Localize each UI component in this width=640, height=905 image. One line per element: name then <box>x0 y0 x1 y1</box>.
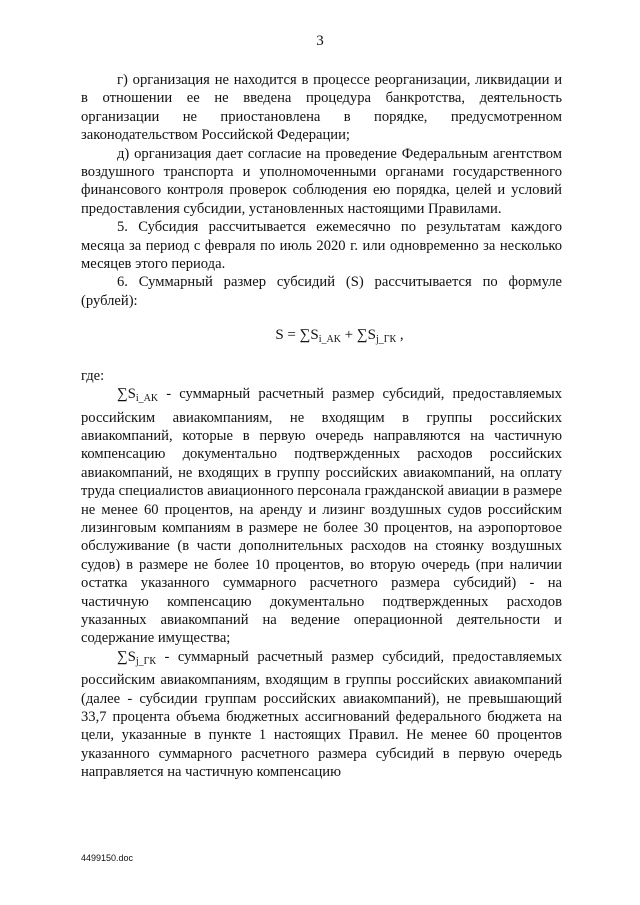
where-label: где: <box>81 367 105 384</box>
formula-plus: + <box>340 327 357 344</box>
formula-s-ak: S <box>310 327 319 344</box>
definition-s-ak-text: - суммарный расчетный размер субсидий, предоставляемых российским авиакомпаниям, не входящим в группы российских авиакомпаний, которые в первую очередь направляются на частичную компенсацию документально подтвержденных расходов российских авиакомпаний, не входящих в группу российских авиакомпаний, на оплату труда специалистов авиационного персонала гражданской авиации в размере не менее 60 процентов, на аренду и лизинг воздушных судов российским лизинговым компаниям в размере не более 30 процентов, на аэропортовое обслуживание (в части дополнительных расходов на стоянку воздушных судов) в размере не более 10 процентов, во вторую очередь (при наличии остатка указанного суммарного расчетного размера субсидий) - на частичную компенсацию документально подтвержденных расходов указанных авиакомпаний на ведение операционной деятельности и содержание имущества; <box>81 386 562 647</box>
term-s-ak: S <box>127 386 136 403</box>
sigma-symbol: ∑ <box>117 648 128 665</box>
sigma-symbol: ∑ <box>299 327 311 344</box>
formula-sub-gk: j_ГК <box>375 334 397 346</box>
formula-equals: = <box>283 327 300 344</box>
term-sub-ak: i_AK <box>135 393 159 405</box>
paragraph-6: 6. Суммарный размер субсидий (S) рассчитывается по формуле (рублей): <box>81 274 562 309</box>
formula-tail: , <box>396 327 404 344</box>
paragraph-d: д) организация дает согласие на проведение Федеральным агентством воздушного транспорта и уполномоченными органами государственного финансового контроля проверок соблюдения ею порядка, целей и условий предоставления субсидии, установленных настоящими Правилами. <box>81 145 562 217</box>
document-footer-id: 4499150.doc <box>81 853 134 863</box>
paragraph-5: 5. Субсидия рассчитывается ежемесячно по результатам каждого месяца за период с февраля по июль 2020 г. или одновременно за несколько месяцев этого периода. <box>81 219 562 273</box>
formula-lhs: S <box>275 327 284 344</box>
document-body <box>81 71 562 782</box>
sigma-symbol: ∑ <box>356 327 368 344</box>
formula-s-gk: S <box>367 327 376 344</box>
paragraph-g: г) организация не находится в процессе реорганизации, ликвидации и в отношении ее не введена процедура банкротства, деятельность организации не приостановлена в порядке, предусмотренном законодательством Российской Федерации; <box>81 72 562 144</box>
page-number: 3 <box>316 33 324 49</box>
subsidy-formula <box>81 326 562 349</box>
sigma-symbol: ∑ <box>117 386 128 403</box>
definition-s-ak <box>81 385 562 648</box>
term-s-gk: S <box>127 648 136 665</box>
formula-sub-ak: i_AK <box>318 334 341 346</box>
definition-s-gk <box>81 648 562 782</box>
definition-s-gk-text: - суммарный расчетный размер субсидий, предоставляемых российским авиакомпаниям, входящим в группы российских авиакомпаний (далее - субсидии группам российских авиакомпаний), не превышающий 33,7 процента объема бюджетных ассигнований федерального бюджета на цели, указанные в пункте 1 настоящих Правил. Не менее 60 процентов указанного суммарного расчетного размера субсидий в первую очередь направляется на частичную компенсацию <box>81 648 562 781</box>
term-sub-gk: j_ГК <box>135 655 157 667</box>
